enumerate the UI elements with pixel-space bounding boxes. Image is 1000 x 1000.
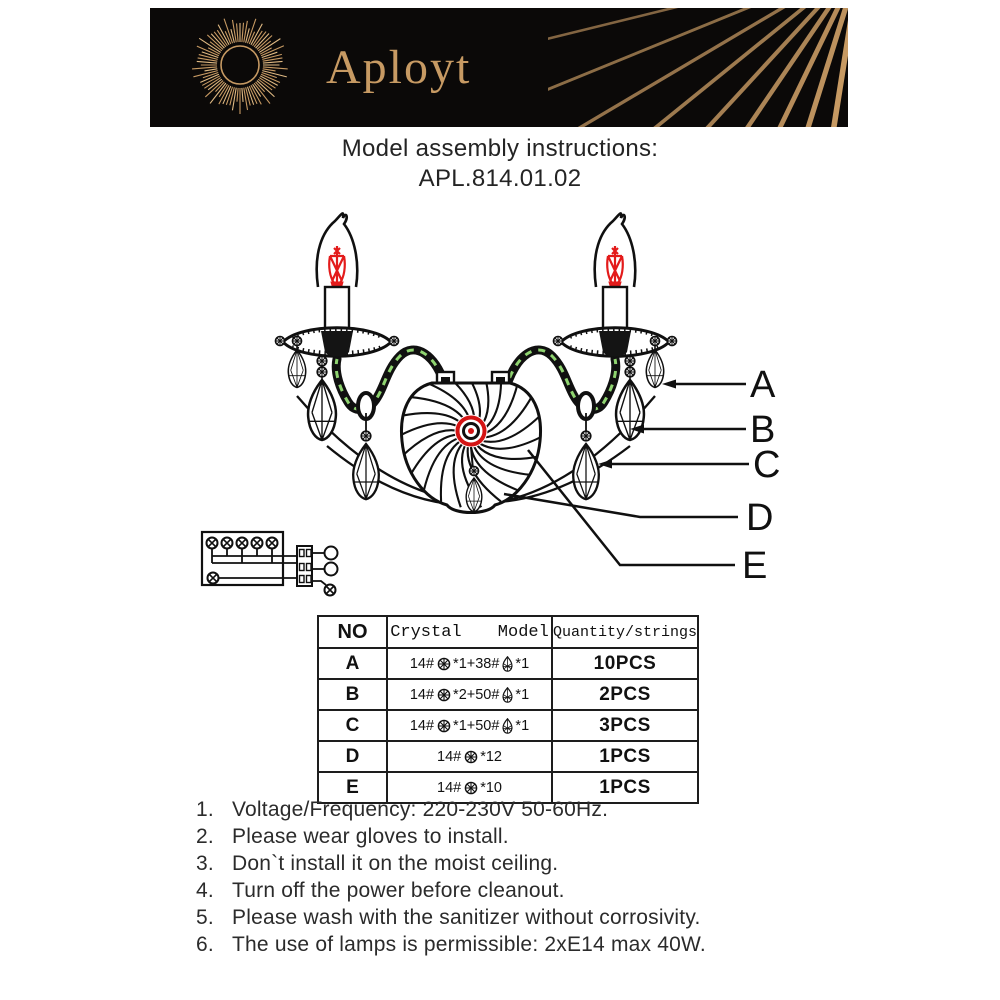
sunburst-logo-icon xyxy=(162,8,322,127)
part-label-D: D xyxy=(746,497,774,539)
brand-banner xyxy=(150,8,848,127)
instruction-item xyxy=(196,877,876,904)
cell-no: A xyxy=(318,648,387,679)
octagon-crystal-icon xyxy=(437,719,451,733)
cell-crystal-model: 14# *2+50# *1 xyxy=(387,679,552,710)
octagon-crystal-icon xyxy=(437,657,451,671)
teardrop-crystal-icon xyxy=(502,687,513,703)
cell-no: C xyxy=(318,710,387,741)
instruction-item xyxy=(196,850,876,877)
cell-crystal-model: 14# *1+50# *1 xyxy=(387,710,552,741)
instruction-number: 3. xyxy=(196,852,214,875)
octagon-crystal-icon xyxy=(464,781,478,795)
wiring-diagram xyxy=(193,523,363,603)
page-title: Model assembly instructions: xyxy=(341,135,659,162)
corner-rays-decoration xyxy=(548,8,848,127)
table-row xyxy=(318,710,698,741)
cell-no: B xyxy=(318,679,387,710)
instruction-number: 5. xyxy=(196,906,214,929)
model-number: APL.814.01.02 xyxy=(418,165,582,192)
part-label-B: B xyxy=(750,409,776,451)
table-row xyxy=(318,679,698,710)
cell-quantity: 2PCS xyxy=(552,679,698,710)
teardrop-crystal-icon xyxy=(502,656,513,672)
instruction-number: 1. xyxy=(196,798,214,821)
cell-no: D xyxy=(318,741,387,772)
parts-table xyxy=(317,615,699,804)
cell-quantity: 10PCS xyxy=(552,648,698,679)
table-header-row xyxy=(318,616,698,648)
instruction-text: The use of lamps is permissible: 2xE14 max 40W. xyxy=(232,933,706,956)
instruction-text: Don`t install it on the moist ceiling. xyxy=(232,852,559,875)
left-candle xyxy=(276,213,399,356)
header-quantity: Quantity/strings xyxy=(552,616,698,648)
part-label-E: E xyxy=(742,545,768,587)
cell-quantity: 3PCS xyxy=(552,710,698,741)
instruction-text: Turn off the power before cleanout. xyxy=(232,879,565,902)
instruction-number: 2. xyxy=(196,825,214,848)
instruction-number: 4. xyxy=(196,879,214,902)
header-crystal-model: Crystal Model xyxy=(387,616,552,648)
cell-crystal-model: 14# *10 xyxy=(387,772,552,803)
brand-name: Aployt xyxy=(326,41,472,94)
table-row xyxy=(318,741,698,772)
instruction-number: 6. xyxy=(196,933,214,956)
title-block xyxy=(0,134,1000,194)
right-candle xyxy=(554,213,677,356)
cell-crystal-model: 14# *12 xyxy=(387,741,552,772)
cell-crystal-model: 14# *1+38# *1 xyxy=(387,648,552,679)
part-label-C: C xyxy=(753,444,781,486)
instruction-list xyxy=(196,796,876,958)
instruction-item xyxy=(196,931,876,958)
instruction-text: Voltage/Frequency: 220-230V 50-60Hz. xyxy=(232,798,609,821)
instruction-text: Please wash with the sanitizer without corrosivity. xyxy=(232,906,701,929)
cell-quantity: 1PCS xyxy=(552,772,698,803)
octagon-crystal-icon xyxy=(464,750,478,764)
instruction-text: Please wear gloves to install. xyxy=(232,825,509,848)
instruction-item xyxy=(196,904,876,931)
cell-quantity: 1PCS xyxy=(552,741,698,772)
teardrop-crystal-icon xyxy=(502,718,513,734)
part-label-A: A xyxy=(750,364,776,406)
header-no: NO xyxy=(318,616,387,648)
instruction-item xyxy=(196,823,876,850)
table-row xyxy=(318,648,698,679)
octagon-crystal-icon xyxy=(437,688,451,702)
instruction-item xyxy=(196,796,876,823)
cell-no: E xyxy=(318,772,387,803)
